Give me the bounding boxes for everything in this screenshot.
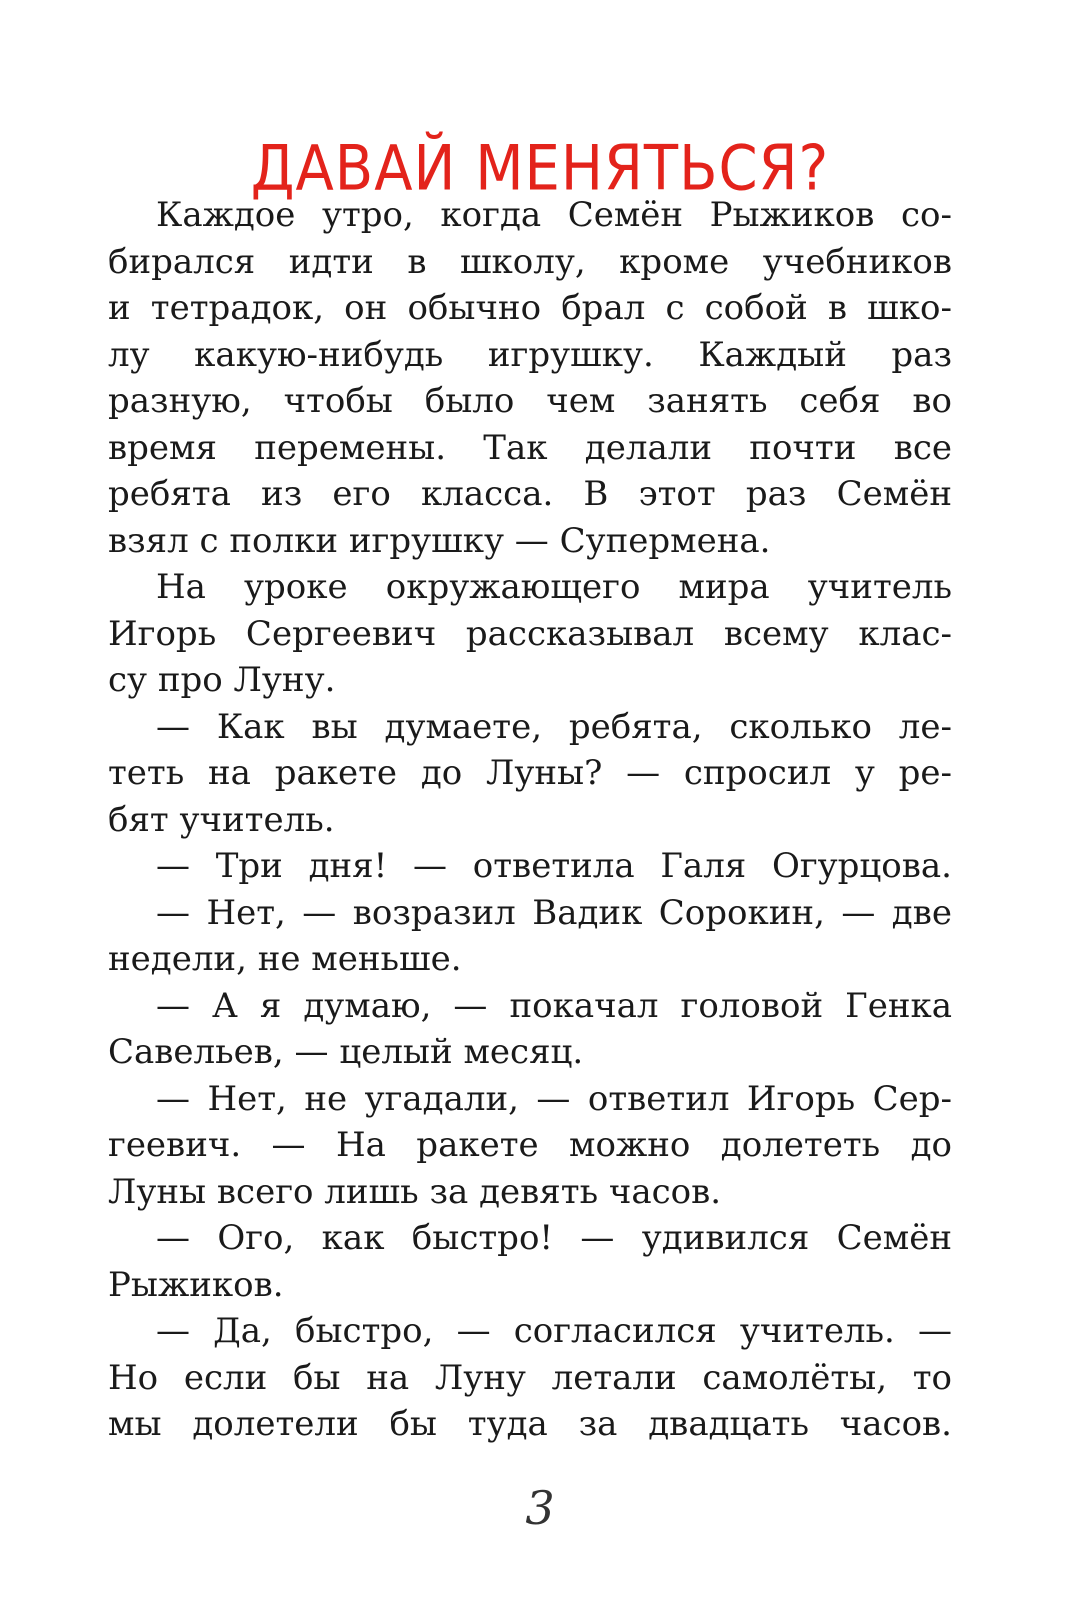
text-line: разную, чтобы было чем занять себя во (108, 381, 952, 421)
page-number: 3 (525, 1481, 555, 1535)
text-line: время перемены. Так делали почти все (108, 427, 952, 468)
text-line: Но если бы на Луну летали самолёты, то (108, 1357, 952, 1398)
text-line: Каждое утро, когда Семён Рыжиков со- (156, 195, 952, 235)
text-line: — Три дня! — ответила Галя Огурцова. (156, 846, 952, 886)
chapter-title: ДАВАЙ МЕНЯТЬСЯ? (250, 131, 830, 205)
text-line: бирался идти в школу, кроме учебников (108, 241, 952, 282)
text-line: — Нет, — возразил Вадик Сорокин, — две (156, 892, 952, 933)
text-line: и тетрадок, он обычно брал с собой в шко- (108, 288, 952, 328)
text-line: геевич. — На ракете можно долететь до (108, 1125, 952, 1165)
text-line: су про Луну. (108, 660, 336, 700)
text-line: Савельев, — целый месяц. (108, 1032, 584, 1072)
text-line: Игорь Сергеевич рассказывал всему клас- (108, 613, 952, 654)
text-line: Рыжиков. (108, 1264, 284, 1305)
text-line: На уроке окружающего мира учитель (156, 567, 952, 607)
text-line: — Да, быстро, — согласился учитель. — (156, 1311, 952, 1351)
text-line: мы долетели бы туда за двадцать часов. (108, 1404, 952, 1444)
text-line: — А я думаю, — покачал головой Генка (156, 985, 952, 1026)
text-line: теть на ракете до Луны? — спросил у ре- (108, 753, 952, 793)
body-text (108, 192, 952, 1448)
text-line: взял с полки игрушку — Супермена. (108, 520, 771, 561)
text-line: — Ого, как быстро! — удивился Семён (156, 1218, 952, 1258)
text-line: ребята из его класса. В этот раз Семён (108, 474, 952, 514)
text-line: лу какую-нибудь игрушку. Каждый раз (108, 334, 952, 375)
text-line: — Нет, не угадали, — ответил Игорь Сер- (156, 1078, 952, 1119)
text-line: бят учитель. (108, 799, 335, 840)
text-line: Луны всего лишь за девять часов. (108, 1171, 722, 1212)
text-line: — Как вы думаете, ребята, сколько ле- (156, 706, 952, 747)
text-line: недели, не меньше. (108, 939, 462, 979)
